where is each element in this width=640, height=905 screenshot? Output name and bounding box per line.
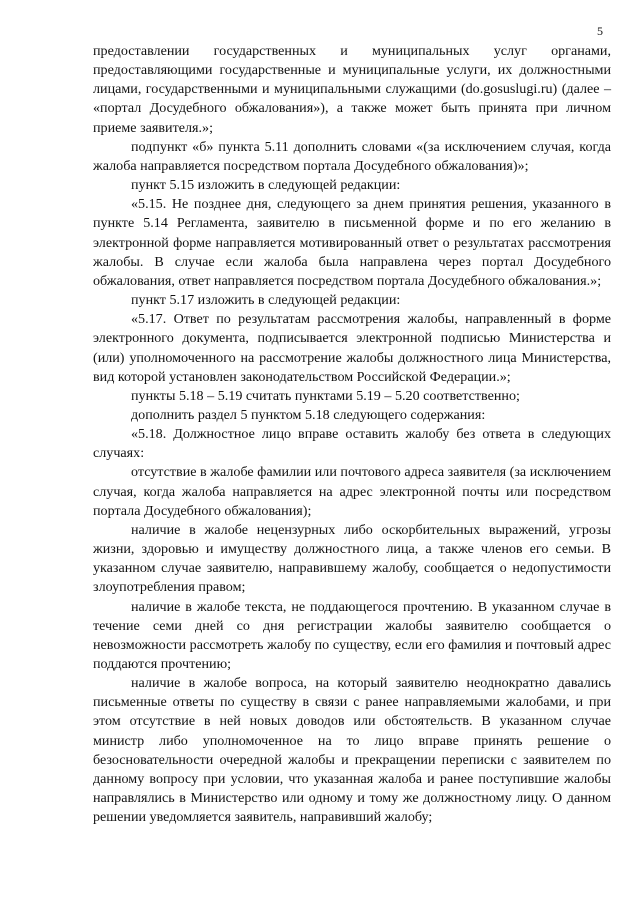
paragraph: наличие в жалобе текста, не поддающегося прочтению. В указанном случае в течение семи дней со дня регистрации жалобы заявителю сообщается о невозможности рассмотреть жалобу по существу, если его фамилия и почтовый адрес поддаются прочтению; — [93, 598, 611, 672]
paragraph: дополнить раздел 5 пунктом 5.18 следующего содержания: — [131, 406, 486, 423]
paragraph: отсутствие в жалобе фамилии или почтового адреса заявителя (за исключением случая, когда жалоба направляется на адрес электронной почты или посредством портала Досудебного обжалования); — [93, 464, 611, 519]
paragraph: наличие в жалобе вопроса, на который заявителю неоднократно давались письменные ответы по существу в связи с ранее направляемыми жалобами, и при этом отсутствие в ней новых доводов или обстоятельств. В указанном случае министр либо уполномоченное на то лицо вправе принять решение о безосновательности очередной жалобы и прекращении переписки с заявителем по данному вопросу при условии, что указанная жалоба и ранее поступившие жалобы направлялись в Министерство или одному и тому же должностному лицу. О данном решении уведомляется заявитель, направивший жалобу; — [93, 675, 611, 826]
paragraph: «5.15. Не позднее дня, следующего за днем принятия решения, указанного в пункте 5.14 Регламента, заявителю в письменной форме и по его желанию в электронной форме направляется мотивированный ответ о результатах рассмотрения жалобы. В случае если жалоба была направлена через портал Досудебного обжалования, ответ направляется посредством портала Досудебного обжалования.»; — [93, 196, 611, 289]
paragraph: пункты 5.18 – 5.19 считать пунктами 5.19 – 5.20 соответственно; — [131, 387, 520, 404]
paragraph: пункт 5.17 изложить в следующей редакции: — [131, 292, 401, 309]
paragraph: «5.17. Ответ по результатам рассмотрения жалобы, направленный в форме электронного документа, подписывается электронной подписью Министерства и (или) уполномоченного на рассмотрение жалобы должностного лица Министерства, вид которой установлен законодательством Российской Федерации.»; — [93, 311, 611, 385]
paragraph: предоставлении государственных и муниципальных услуг органами, предоставляющими государственные и муниципальные услуги, их должностными лицами, государственными и муниципальными служащими (do.gosuslugi.ru) (далее – «портал Досудебного обжалования»), а также может быть принята при личном приеме заявителя.»; — [93, 43, 611, 136]
paragraph: «5.18. Должностное лицо вправе оставить жалобу без ответа в следующих случаях: — [93, 426, 611, 462]
page-number: 5 — [597, 24, 603, 38]
paragraph: наличие в жалобе нецензурных либо оскорбительных выражений, угрозы жизни, здоровью и имуществу должностного лица, а также членов его семьи. В указанном случае заявителю, направившему жалобу, сообщается о недопустимости злоупотребления правом; — [93, 521, 611, 596]
paragraph: подпункт «б» пункта 5.11 дополнить словами «(за исключением случая, когда жалоба направляется посредством портала Досудебного обжалования)»; — [93, 138, 611, 174]
paragraph: пункт 5.15 изложить в следующей редакции: — [131, 177, 401, 194]
body-text — [93, 42, 611, 827]
